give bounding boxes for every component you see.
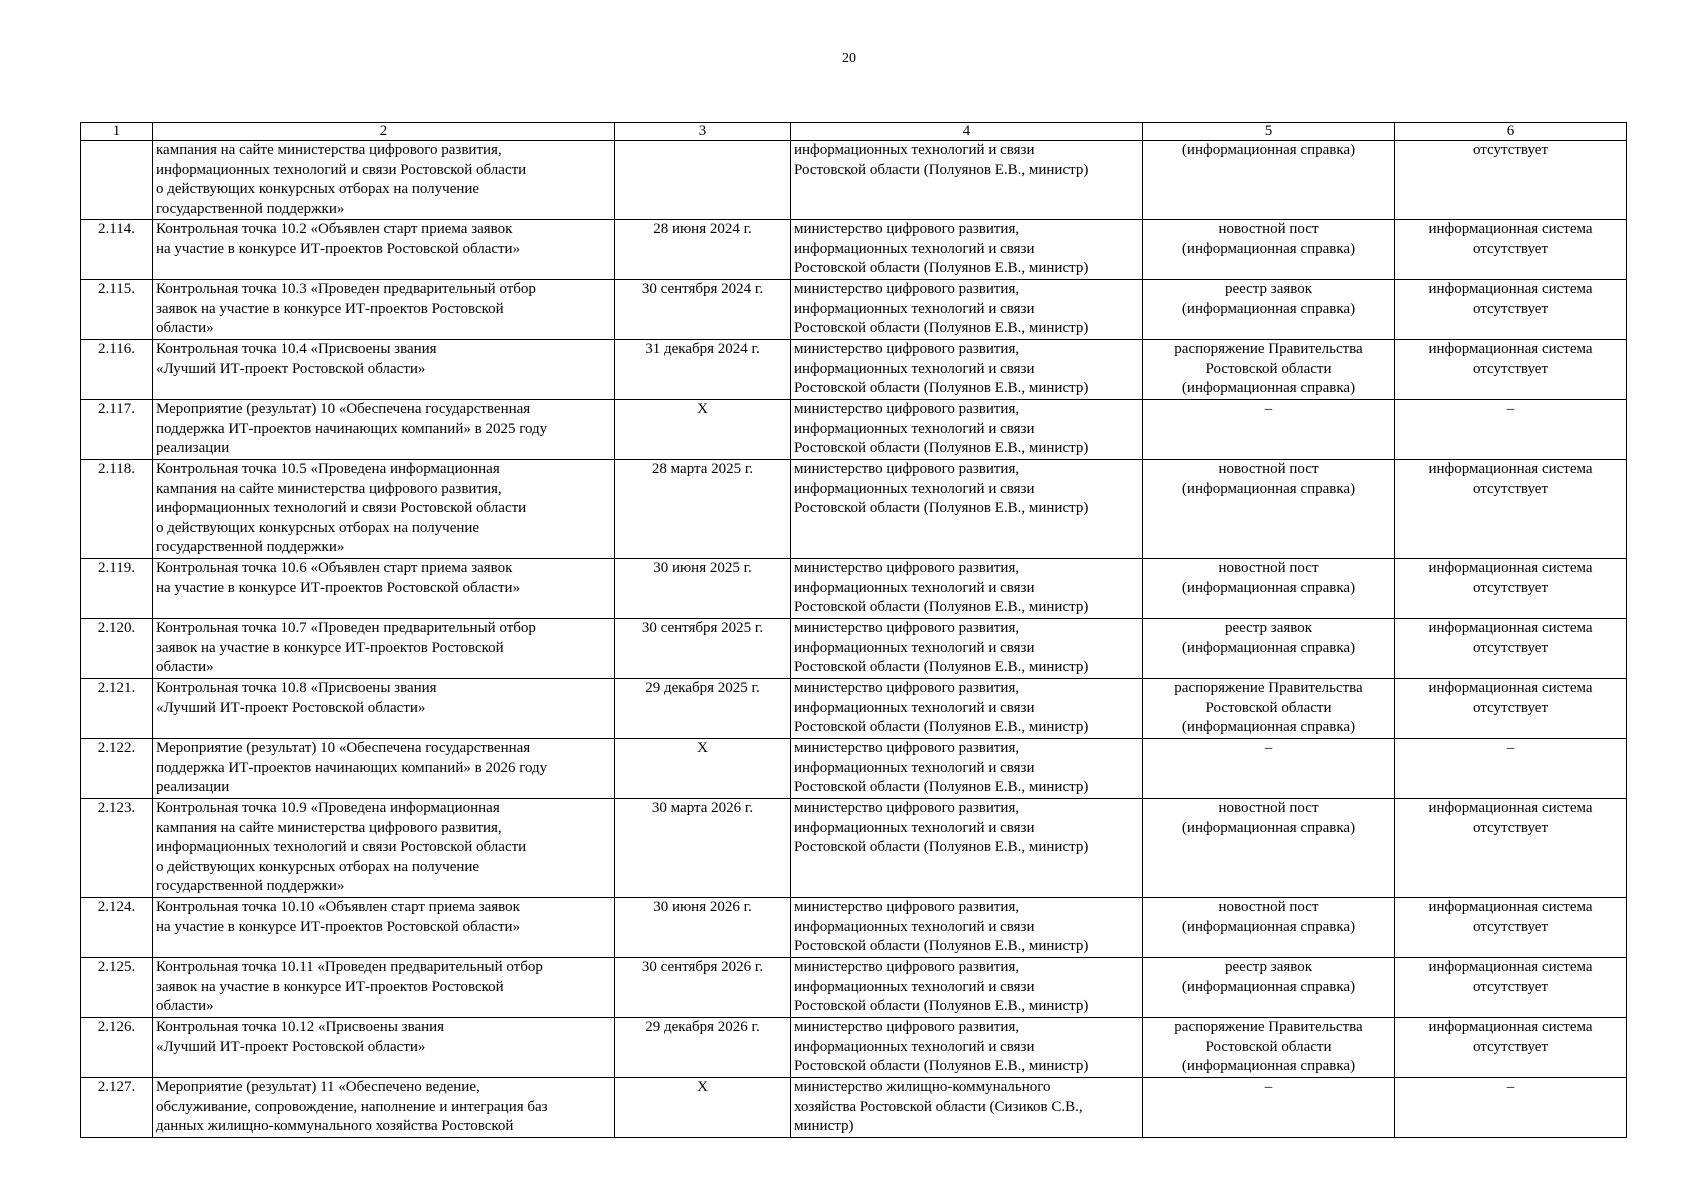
cell-deadline-line: 29 декабря 2025 г.	[645, 680, 760, 696]
cell-deadline	[615, 280, 791, 340]
cell-info-system	[1395, 1078, 1627, 1138]
cell-document-line: новостной пост	[1218, 800, 1319, 816]
cell-number: 2.125.	[81, 958, 153, 1018]
table-row	[81, 799, 1627, 898]
cell-document-line: Ростовской области	[1205, 360, 1332, 377]
cell-responsible-line: Ростовской области (Полуянов Е.В., министр)	[794, 1058, 1089, 1074]
cell-info-system-line: –	[1506, 740, 1515, 756]
cell-responsible-line: информационных технологий и связи	[794, 142, 1035, 158]
cell-document-line: (информационная справка)	[1181, 1058, 1356, 1074]
cell-info-system-line: отсутствует	[1472, 699, 1549, 716]
cell-document-line: (информационная справка)	[1181, 480, 1356, 497]
cell-document	[1143, 679, 1395, 739]
cell-event	[153, 898, 615, 958]
cell-document-line: –	[1264, 1079, 1273, 1095]
cell-event-line: кампания на сайте министерства цифрового развития,	[156, 480, 502, 497]
cell-event-line: области»	[156, 998, 214, 1014]
table-row	[81, 460, 1627, 559]
cell-info-system-line: информационная система	[1428, 899, 1593, 915]
cell-event	[153, 958, 615, 1018]
cell-info-system	[1395, 898, 1627, 958]
cell-responsible-line: информационных технологий и связи	[794, 360, 1035, 377]
cell-number: 2.116.	[81, 340, 153, 400]
cell-responsible-line: информационных технологий и связи	[794, 240, 1035, 257]
cell-event-line: заявок на участие в конкурсе ИТ-проектов Ростовской	[156, 639, 504, 656]
cell-info-system	[1395, 739, 1627, 799]
header-col-1: 1	[81, 123, 153, 141]
cell-info-system	[1395, 1018, 1627, 1078]
cell-document	[1143, 220, 1395, 280]
table-row	[81, 141, 1627, 220]
cell-event-line: информационных технологий и связи Ростовской области	[156, 839, 527, 855]
cell-deadline	[615, 679, 791, 739]
cell-responsible-line: министерство цифрового развития,	[794, 740, 1020, 756]
cell-event-line: информационных технологий и связи Ростовской области	[156, 500, 527, 516]
cell-event-line: о действующих конкурсных отборах на получение	[156, 519, 480, 536]
cell-document-line: (информационная справка)	[1181, 142, 1356, 158]
cell-deadline	[615, 141, 791, 220]
cell-responsible-line: Ростовской области (Полуянов Е.В., министр)	[794, 998, 1089, 1014]
table-row	[81, 619, 1627, 679]
cell-responsible-line: Ростовской области (Полуянов Е.В., министр)	[794, 161, 1089, 178]
table-row	[81, 400, 1627, 460]
cell-event-line: Контрольная точка 10.6 «Объявлен старт приема заявок	[156, 560, 513, 576]
cell-responsible-line: Ростовской области (Полуянов Е.В., министр)	[794, 659, 1089, 675]
cell-deadline	[615, 400, 791, 460]
table-row	[81, 898, 1627, 958]
cell-number: 2.117.	[81, 400, 153, 460]
page-number: 20	[842, 51, 856, 66]
cell-event-line: Контрольная точка 10.5 «Проведена информационная	[156, 461, 500, 477]
cell-document-line: (информационная справка)	[1181, 639, 1356, 656]
cell-event	[153, 280, 615, 340]
cell-deadline-line: 31 декабря 2024 г.	[645, 341, 760, 357]
cell-document	[1143, 559, 1395, 619]
cell-event	[153, 400, 615, 460]
cell-info-system-line: информационная система	[1428, 680, 1593, 696]
table-row	[81, 958, 1627, 1018]
header-row	[81, 123, 1627, 141]
cell-number: 2.124.	[81, 898, 153, 958]
cell-document	[1143, 799, 1395, 898]
cell-info-system-line: информационная система	[1428, 281, 1593, 297]
cell-deadline-line: 30 июня 2025 г.	[653, 560, 752, 576]
cell-deadline-line: 30 сентября 2025 г.	[641, 620, 764, 636]
cell-document-line: распоряжение Правительства	[1174, 680, 1363, 696]
cell-deadline	[615, 739, 791, 799]
cell-info-system-line: отсутствует	[1472, 300, 1549, 317]
cell-responsible	[791, 280, 1143, 340]
cell-document	[1143, 619, 1395, 679]
cell-document-line: Ростовской области	[1205, 1038, 1332, 1055]
cell-document-line: реестр заявок	[1224, 620, 1313, 636]
table-row	[81, 559, 1627, 619]
cell-info-system	[1395, 619, 1627, 679]
cell-document-line: (информационная справка)	[1181, 819, 1356, 836]
cell-responsible-line: Ростовской области (Полуянов Е.В., министр)	[794, 260, 1089, 276]
cell-info-system-line: информационная система	[1428, 461, 1593, 477]
cell-number: 2.121.	[81, 679, 153, 739]
cell-event-line: области»	[156, 659, 214, 675]
cell-event-line: Контрольная точка 10.2 «Объявлен старт приема заявок	[156, 221, 513, 237]
cell-event	[153, 799, 615, 898]
cell-event-line: Контрольная точка 10.11 «Проведен предварительный отбор	[156, 959, 543, 975]
cell-deadline	[615, 619, 791, 679]
cell-document-line: (информационная справка)	[1181, 978, 1356, 995]
cell-deadline	[615, 898, 791, 958]
cell-document-line: (информационная справка)	[1181, 380, 1356, 396]
cell-responsible	[791, 559, 1143, 619]
cell-responsible	[791, 739, 1143, 799]
cell-document-line: (информационная справка)	[1181, 719, 1356, 735]
cell-event-line: Контрольная точка 10.8 «Присвоены звания	[156, 680, 437, 696]
cell-event-line: о действующих конкурсных отборах на получение	[156, 858, 480, 875]
cell-document	[1143, 340, 1395, 400]
cell-responsible-line: информационных технологий и связи	[794, 639, 1035, 656]
cell-responsible-line: министерство цифрового развития,	[794, 461, 1020, 477]
cell-responsible-line: информационных технологий и связи	[794, 759, 1035, 776]
cell-event-line: данных жилищно-коммунального хозяйства Ростовской	[156, 1118, 514, 1134]
cell-deadline-line: 30 июня 2026 г.	[653, 899, 752, 915]
cell-event	[153, 739, 615, 799]
cell-responsible-line: министерство цифрового развития,	[794, 899, 1020, 915]
cell-info-system-line: –	[1506, 1079, 1515, 1095]
cell-document	[1143, 1078, 1395, 1138]
cell-event-line: Мероприятие (результат) 10 «Обеспечена государственная	[156, 740, 531, 756]
header-col-3: 3	[615, 123, 791, 141]
cell-responsible	[791, 799, 1143, 898]
cell-deadline	[615, 1078, 791, 1138]
cell-event-line: Контрольная точка 10.4 «Присвоены звания	[156, 341, 437, 357]
cell-document-line: распоряжение Правительства	[1174, 1019, 1363, 1035]
cell-info-system-line: отсутствует	[1472, 480, 1549, 497]
cell-number: 2.114.	[81, 220, 153, 280]
table-header	[81, 123, 1627, 141]
cell-event-line: «Лучший ИТ-проект Ростовской области»	[156, 699, 426, 716]
cell-responsible-line: министерство цифрового развития,	[794, 800, 1020, 816]
cell-document	[1143, 739, 1395, 799]
table-row	[81, 280, 1627, 340]
cell-responsible-line: информационных технологий и связи	[794, 699, 1035, 716]
cell-responsible	[791, 898, 1143, 958]
table-row	[81, 1078, 1627, 1138]
cell-info-system	[1395, 460, 1627, 559]
cell-event-line: Мероприятие (результат) 11 «Обеспечено ведение,	[156, 1079, 480, 1095]
cell-event-line: Контрольная точка 10.10 «Объявлен старт приема заявок	[156, 899, 520, 915]
cell-deadline	[615, 220, 791, 280]
cell-responsible	[791, 679, 1143, 739]
cell-event	[153, 141, 615, 220]
cell-event	[153, 340, 615, 400]
cell-event-line: Мероприятие (результат) 10 «Обеспечена государственная	[156, 401, 531, 417]
cell-info-system-line: информационная система	[1428, 560, 1593, 576]
cell-responsible-line: Ростовской области (Полуянов Е.В., министр)	[794, 320, 1089, 336]
cell-event-line: кампания на сайте министерства цифрового развития,	[156, 819, 502, 836]
cell-info-system	[1395, 141, 1627, 220]
cell-document-line: –	[1264, 401, 1273, 417]
cell-document-line: новостной пост	[1218, 899, 1319, 915]
cell-info-system-line: отсутствует	[1472, 142, 1549, 158]
cell-info-system-line: информационная система	[1428, 341, 1593, 357]
cell-event-line: заявок на участие в конкурсе ИТ-проектов Ростовской	[156, 978, 504, 995]
cell-event-line: Контрольная точка 10.9 «Проведена информационная	[156, 800, 500, 816]
cell-number: 2.115.	[81, 280, 153, 340]
cell-event-line: реализации	[156, 440, 230, 456]
cell-responsible-line: Ростовской области (Полуянов Е.В., министр)	[794, 500, 1089, 516]
cell-number	[81, 141, 153, 220]
cell-info-system-line: отсутствует	[1472, 360, 1549, 377]
cell-event-line: на участие в конкурсе ИТ-проектов Ростовской области»	[156, 579, 521, 596]
cell-responsible	[791, 340, 1143, 400]
cell-event-line: реализации	[156, 779, 230, 795]
cell-info-system	[1395, 340, 1627, 400]
cell-event-line: на участие в конкурсе ИТ-проектов Ростовской области»	[156, 240, 521, 257]
cell-event-line: государственной поддержки»	[156, 539, 345, 555]
cell-document-line: распоряжение Правительства	[1174, 341, 1363, 357]
cell-info-system-line: отсутствует	[1472, 1038, 1549, 1055]
cell-event	[153, 679, 615, 739]
cell-responsible	[791, 460, 1143, 559]
header-col-6: 6	[1395, 123, 1627, 141]
cell-document-line: –	[1264, 740, 1273, 756]
cell-deadline	[615, 340, 791, 400]
cell-info-system	[1395, 220, 1627, 280]
cell-responsible-line: министерство цифрового развития,	[794, 341, 1020, 357]
cell-responsible-line: министерство цифрового развития,	[794, 281, 1020, 297]
cell-event-line: области»	[156, 320, 214, 336]
cell-event-line: Контрольная точка 10.12 «Присвоены звания	[156, 1019, 445, 1035]
cell-event	[153, 1018, 615, 1078]
cell-responsible-line: Ростовской области (Полуянов Е.В., министр)	[794, 719, 1089, 735]
cell-event-line: «Лучший ИТ-проект Ростовской области»	[156, 360, 426, 377]
cell-event-line: поддержка ИТ-проектов начинающих компаний» в 2026 году	[156, 759, 548, 776]
cell-responsible-line: информационных технологий и связи	[794, 420, 1035, 437]
cell-deadline-line: 28 марта 2025 г.	[651, 461, 754, 477]
cell-info-system-line: информационная система	[1428, 959, 1593, 975]
cell-event-line: на участие в конкурсе ИТ-проектов Ростовской области»	[156, 918, 521, 935]
plan-table	[80, 122, 1627, 1138]
cell-deadline-line: 30 марта 2026 г.	[651, 800, 754, 816]
cell-deadline-line: 30 сентября 2024 г.	[641, 281, 764, 297]
cell-number: 2.123.	[81, 799, 153, 898]
cell-responsible	[791, 958, 1143, 1018]
cell-responsible-line: министерство цифрового развития,	[794, 959, 1020, 975]
cell-event-line: государственной поддержки»	[156, 200, 345, 217]
cell-info-system	[1395, 400, 1627, 460]
cell-event	[153, 220, 615, 280]
cell-info-system-line: отсутствует	[1472, 978, 1549, 995]
cell-document-line: реестр заявок	[1224, 281, 1313, 297]
cell-responsible	[791, 619, 1143, 679]
cell-responsible-line: информационных технологий и связи	[794, 1038, 1035, 1055]
cell-responsible-line: министерство цифрового развития,	[794, 680, 1020, 696]
cell-event-line: «Лучший ИТ-проект Ростовской области»	[156, 1038, 426, 1055]
cell-event	[153, 559, 615, 619]
cell-info-system-line: отсутствует	[1472, 240, 1549, 257]
cell-event-line: о действующих конкурсных отборах на получение	[156, 181, 480, 197]
cell-document-line: (информационная справка)	[1181, 579, 1356, 596]
cell-document	[1143, 280, 1395, 340]
cell-responsible	[791, 141, 1143, 220]
cell-deadline-line: 29 декабря 2026 г.	[645, 1019, 760, 1035]
cell-number: 2.122.	[81, 739, 153, 799]
cell-event	[153, 619, 615, 679]
table-row	[81, 1018, 1627, 1078]
cell-document	[1143, 898, 1395, 958]
cell-responsible-line: Ростовской области (Полуянов Е.В., министр)	[794, 938, 1089, 954]
cell-document-line: (информационная справка)	[1181, 918, 1356, 935]
cell-responsible-line: министерство цифрового развития,	[794, 1019, 1020, 1035]
table-body	[81, 141, 1627, 1138]
cell-responsible-line: министерство цифрового развития,	[794, 401, 1020, 417]
cell-deadline-line: Х	[697, 401, 708, 417]
cell-document	[1143, 141, 1395, 220]
cell-event-line: обслуживание, сопровождение, наполнение и интеграция баз	[156, 1098, 548, 1115]
cell-responsible-line: информационных технологий и связи	[794, 978, 1035, 995]
cell-responsible-line: Ростовской области (Полуянов Е.В., министр)	[794, 440, 1089, 456]
cell-deadline-line: Х	[697, 1079, 708, 1095]
table-row	[81, 739, 1627, 799]
cell-responsible-line: Ростовской области (Полуянов Е.В., министр)	[794, 380, 1089, 396]
cell-document-line: новостной пост	[1218, 560, 1319, 576]
cell-event-line: информационных технологий и связи Ростовской области	[156, 161, 527, 178]
cell-deadline	[615, 799, 791, 898]
cell-number: 2.127.	[81, 1078, 153, 1138]
cell-responsible	[791, 1018, 1143, 1078]
cell-responsible	[791, 220, 1143, 280]
cell-deadline	[615, 460, 791, 559]
cell-number: 2.118.	[81, 460, 153, 559]
cell-event-line: кампания на сайте министерства цифрового развития,	[156, 142, 502, 158]
cell-responsible-line: министерство цифрового развития,	[794, 560, 1020, 576]
cell-responsible-line: информационных технологий и связи	[794, 480, 1035, 497]
cell-number: 2.126.	[81, 1018, 153, 1078]
cell-document	[1143, 460, 1395, 559]
cell-deadline	[615, 958, 791, 1018]
cell-event-line: государственной поддержки»	[156, 878, 345, 894]
table-row	[81, 340, 1627, 400]
cell-info-system	[1395, 958, 1627, 1018]
cell-document-line: (информационная справка)	[1181, 240, 1356, 257]
cell-deadline-line: Х	[697, 740, 708, 756]
cell-event	[153, 1078, 615, 1138]
cell-info-system-line: информационная система	[1428, 800, 1593, 816]
table-row	[81, 220, 1627, 280]
cell-info-system	[1395, 799, 1627, 898]
cell-responsible-line: министерство цифрового развития,	[794, 620, 1020, 636]
header-col-2: 2	[153, 123, 615, 141]
cell-responsible-line: министерство жилищно-коммунального	[794, 1079, 1051, 1095]
cell-event-line: Контрольная точка 10.3 «Проведен предварительный отбор	[156, 281, 536, 297]
cell-info-system-line: отсутствует	[1472, 579, 1549, 596]
cell-info-system-line: отсутствует	[1472, 639, 1549, 656]
cell-number: 2.120.	[81, 619, 153, 679]
cell-responsible	[791, 1078, 1143, 1138]
cell-responsible-line: хозяйства Ростовской области (Сизиков С.В.,	[794, 1098, 1083, 1115]
cell-responsible-line: информационных технологий и связи	[794, 579, 1035, 596]
cell-event-line: заявок на участие в конкурсе ИТ-проектов Ростовской	[156, 300, 504, 317]
cell-deadline	[615, 559, 791, 619]
cell-document-line: новостной пост	[1218, 221, 1319, 237]
cell-deadline-line: 30 сентября 2026 г.	[641, 959, 764, 975]
header-col-5: 5	[1143, 123, 1395, 141]
cell-responsible-line: министр)	[794, 1118, 854, 1134]
cell-event-line: поддержка ИТ-проектов начинающих компаний» в 2025 году	[156, 420, 548, 437]
cell-info-system-line: отсутствует	[1472, 918, 1549, 935]
cell-document	[1143, 400, 1395, 460]
cell-responsible-line: информационных технологий и связи	[794, 918, 1035, 935]
cell-responsible-line: Ростовской области (Полуянов Е.В., министр)	[794, 779, 1089, 795]
cell-document-line: (информационная справка)	[1181, 300, 1356, 317]
cell-info-system-line: информационная система	[1428, 620, 1593, 636]
cell-responsible-line: информационных технологий и связи	[794, 819, 1035, 836]
cell-document-line: новостной пост	[1218, 461, 1319, 477]
cell-info-system-line: отсутствует	[1472, 819, 1549, 836]
header-col-4: 4	[791, 123, 1143, 141]
cell-responsible-line: Ростовской области (Полуянов Е.В., министр)	[794, 599, 1089, 615]
cell-info-system	[1395, 679, 1627, 739]
cell-info-system	[1395, 280, 1627, 340]
cell-event	[153, 460, 615, 559]
cell-event-line: Контрольная точка 10.7 «Проведен предварительный отбор	[156, 620, 536, 636]
cell-responsible-line: министерство цифрового развития,	[794, 221, 1020, 237]
cell-deadline	[615, 1018, 791, 1078]
cell-info-system-line: информационная система	[1428, 1019, 1593, 1035]
cell-document	[1143, 958, 1395, 1018]
cell-info-system	[1395, 559, 1627, 619]
cell-info-system-line: информационная система	[1428, 221, 1593, 237]
cell-document-line: Ростовской области	[1205, 699, 1332, 716]
cell-info-system-line: –	[1506, 401, 1515, 417]
cell-document-line: реестр заявок	[1224, 959, 1313, 975]
cell-responsible-line: информационных технологий и связи	[794, 300, 1035, 317]
cell-responsible	[791, 400, 1143, 460]
cell-responsible-line: Ростовской области (Полуянов Е.В., министр)	[794, 839, 1089, 855]
table-row	[81, 679, 1627, 739]
cell-deadline-line: 28 июня 2024 г.	[653, 221, 752, 237]
cell-number: 2.119.	[81, 559, 153, 619]
cell-document	[1143, 1018, 1395, 1078]
